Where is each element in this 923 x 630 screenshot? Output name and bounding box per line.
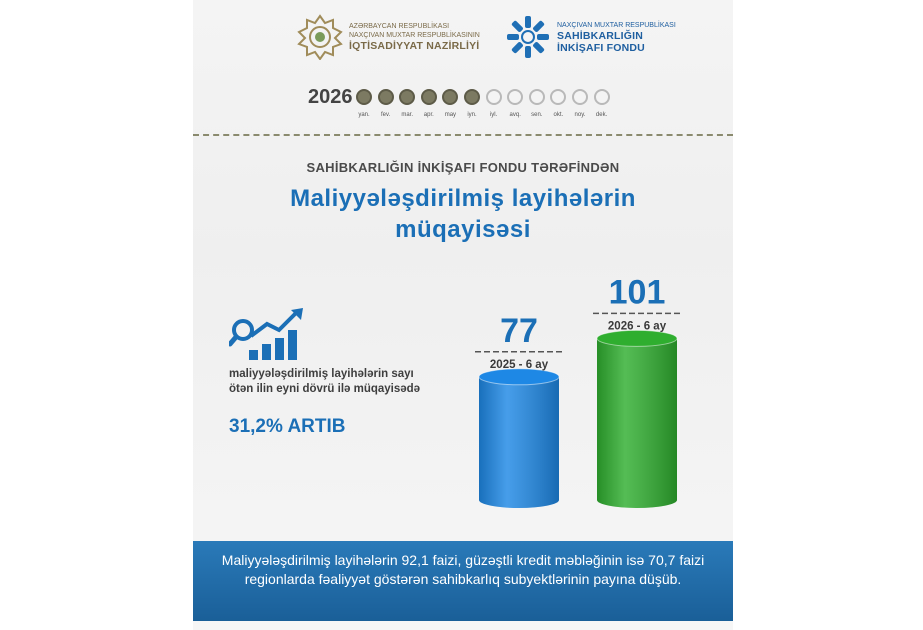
title-line2: müqayisəsi — [395, 216, 531, 243]
month-label: apr. — [423, 112, 434, 118]
bar-shading — [479, 377, 559, 508]
title-line1: Maliyyələşdirilmiş layihələrin — [290, 185, 636, 212]
month-label: fev. — [380, 112, 391, 118]
month-label: may — [444, 112, 457, 118]
ministry-line2: NAXÇIVAN MUXTAR RESPUBLİKASININ — [349, 32, 480, 39]
month-label: iyl. — [489, 112, 498, 118]
fund-line1: NAXÇIVAN MUXTAR RESPUBLİKASI — [557, 21, 676, 29]
data-label: 101 — [608, 273, 666, 312]
category-label: 2025 - 6 ay — [489, 358, 549, 371]
stat-percent: 31,2% ARTIB — [229, 416, 346, 437]
bar-top — [597, 330, 677, 346]
month-label: iyn. — [467, 112, 477, 118]
fund-name-line2: İNKİŞAFI FONDU — [557, 41, 645, 54]
infographic-card — [193, 0, 733, 630]
category-label: 2026 - 6 ay — [607, 320, 667, 333]
month-label: yan. — [358, 112, 370, 118]
footer-note: Maliyyələşdirilmiş layihələrin 92,1 faizi, güzəştli kredit məbləğinin isə 70,7 faizi regionlarda fəaliyyət göstərən sahibkarlıq subyektlərinin payına düşüb. — [193, 541, 733, 621]
subtitle: SAHİBKARLIĞIN İNKİŞAFI FONDU TƏRƏFİNDƏN — [306, 160, 620, 175]
month-label: noy. — [574, 112, 586, 118]
stat-description: maliyyələşdirilmiş layihələrin sayı ötən ilin eyni dövrü ilə müqayisədə — [229, 368, 421, 395]
month-label: okt. — [553, 112, 564, 118]
bar-chart — [193, 0, 733, 540]
timeline-year: 2026 — [308, 86, 353, 108]
ministry-line1: AZƏRBAYCAN RESPUBLİKASI — [349, 23, 450, 30]
month-label: mar. — [401, 112, 414, 118]
month-label: dek. — [595, 112, 608, 118]
bar-top — [479, 369, 559, 385]
month-label: avq. — [509, 112, 521, 118]
month-label: sen. — [531, 112, 543, 118]
data-label: 77 — [500, 311, 538, 350]
ministry-name: İQTİSADİYYAT NAZİRLİYİ — [349, 40, 480, 52]
bar-shading — [597, 338, 677, 508]
fund-name-line1: SAHİBKARLIĞIN — [557, 29, 644, 42]
